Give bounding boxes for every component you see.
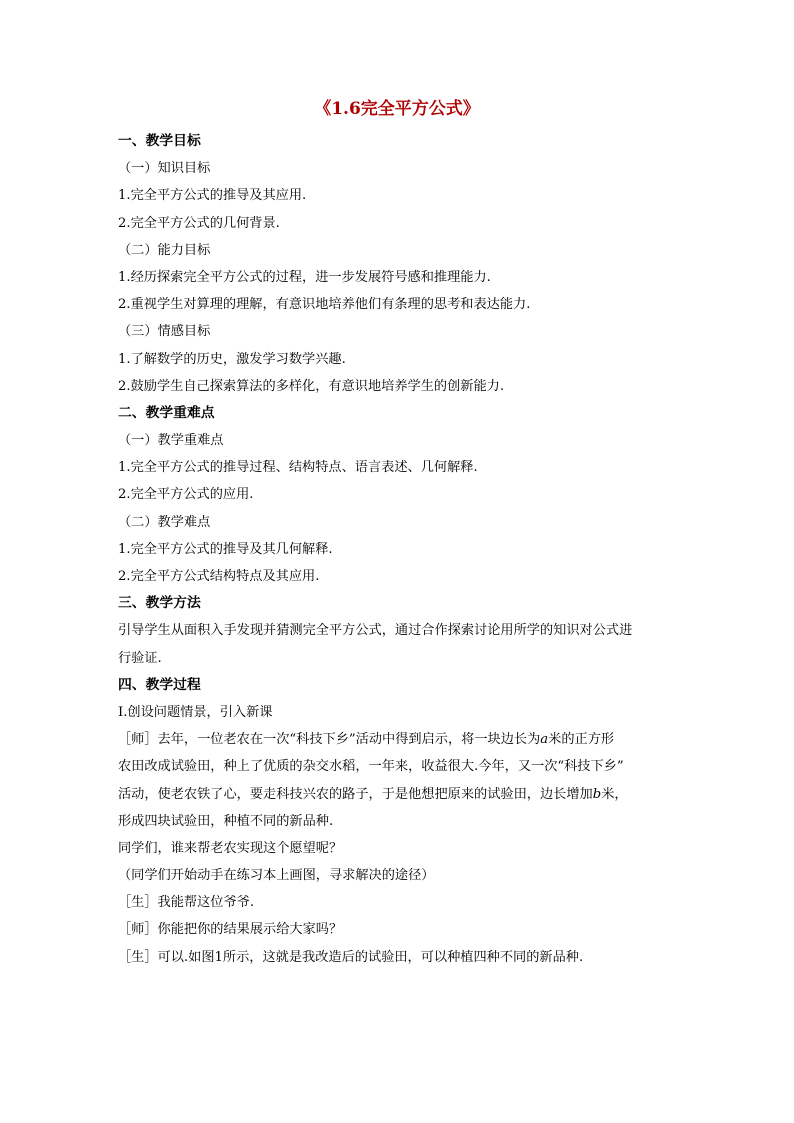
- text-line: （同学们开始动手在练习本上画图，寻求解决的途径）: [118, 868, 435, 884]
- text-line: ［师］去年，一位老农在一次“科技下乡”活动中得到启示，将一块边长为a米的正方形: [118, 732, 615, 748]
- text-line: ［生］可以.如图1所示，这就是我改造后的试验田，可以种植四种不同的新品种.: [118, 949, 584, 965]
- section-heading: 二、教学重难点: [118, 404, 215, 421]
- text-line: 2.完全平方公式结构特点及其应用.: [118, 569, 320, 584]
- text-line: （二）教学难点: [118, 514, 211, 530]
- text-line: 1.完全平方公式的推导过程、结构特点、语言表述、几何解释.: [118, 460, 478, 476]
- text-line: 1.经历探索完全平方公式的过程，进一步发展符号感和推理能力.: [118, 269, 491, 285]
- text-line: 2.鼓励学生自己探索算法的多样化，有意识地培养学生的创新能力.: [118, 378, 505, 394]
- document-body: [118, 128, 684, 971]
- text-line: （一）教学重难点: [118, 433, 224, 449]
- math-variable: a: [540, 732, 549, 748]
- section-heading: 三、教学方法: [118, 595, 201, 612]
- text-line: 2.完全平方公式的几何背景.: [118, 215, 280, 231]
- section-heading: 四、教学过程: [118, 676, 201, 693]
- text-line: 形成四块试验田，种植不同的新品种.: [118, 813, 334, 829]
- section-heading: 一、教学目标: [118, 133, 201, 149]
- text-line: 活动，使老农铁了心，要走科技兴农的路子，于是他想把原来的试验田，边长增加b米，: [118, 786, 628, 802]
- text-line: ［生］我能帮这位爷爷.: [118, 895, 255, 911]
- text-line: 行验证.: [118, 650, 162, 666]
- math-variable: b: [592, 786, 602, 802]
- text-line: （一）知识目标: [118, 161, 211, 177]
- text-line: 1.完全平方公式的推导及其几何解释.: [118, 541, 333, 557]
- text-line: 1.完全平方公式的推导及其应用.: [118, 188, 307, 204]
- text-line: 2.完全平方公式的应用.: [118, 487, 254, 503]
- text-line: （三）情感目标: [118, 324, 211, 340]
- text-line: 2.重视学生对算理的理解，有意识地培养他们有条理的思考和表达能力.: [118, 297, 531, 313]
- text-line: Ⅰ.创设问题情景，引入新课: [118, 704, 273, 720]
- text-line: 同学们，谁来帮老农实现这个愿望呢？: [118, 840, 343, 856]
- text-line: 引导学生从面积入手发现并猜测完全平方公式，通过合作探索讨论用所学的知识对公式进: [118, 623, 633, 639]
- text-line: 1.了解数学的历史，激发学习数学兴趣.: [118, 351, 346, 367]
- text-line: ［师］你能把你的结果展示给大家吗？: [118, 922, 343, 938]
- page-title: 《1.6完全平方公式》: [314, 99, 480, 119]
- text-line: （二）能力目标: [118, 242, 211, 258]
- text-line: 农田改成试验田，种上了优质的杂交水稻，一年来，收益很大.今年，又一次“科技下乡”: [118, 759, 624, 775]
